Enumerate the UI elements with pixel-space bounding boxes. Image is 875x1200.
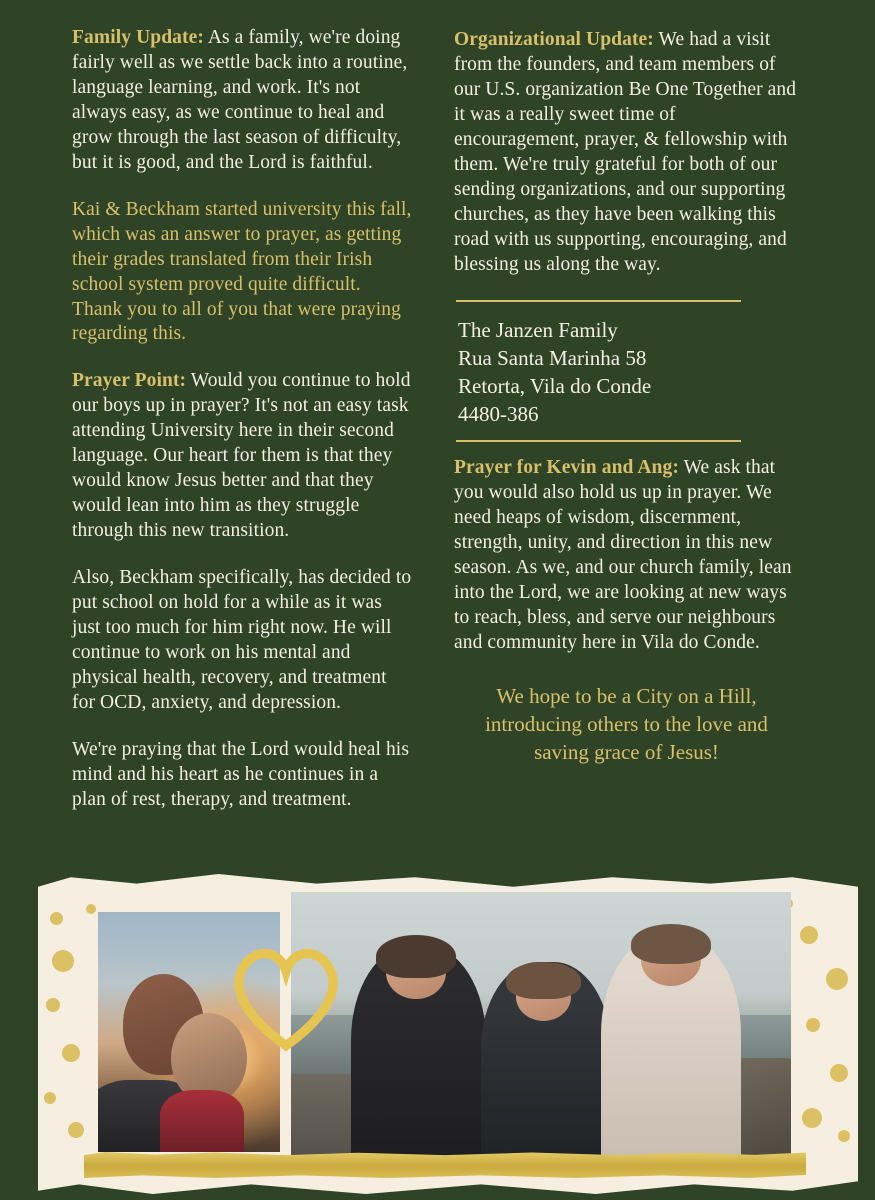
paragraph-prayer-point (72, 369, 412, 544)
closing-statement: We hope to be a City on a Hill, introducing others to the love and saving grace of Jesus! (485, 683, 768, 765)
confetti-dot (838, 1130, 850, 1142)
confetti-dot (802, 1108, 822, 1128)
confetti-dot (46, 998, 60, 1012)
address-line-name: The Janzen Family (458, 317, 618, 342)
paragraph-organizational-update (454, 28, 799, 278)
prayer-point-lead: Prayer Point: (72, 370, 187, 392)
photo-shape (376, 935, 456, 978)
photo-shape (631, 924, 711, 964)
paragraph-beckham (72, 566, 412, 716)
address-line-postal: 4480-386 (458, 401, 539, 426)
confetti-dot (830, 1064, 848, 1082)
photo-shape (160, 1090, 244, 1152)
confetti-dot (44, 1092, 56, 1104)
address-line-street: Rua Santa Marinha 58 (458, 345, 647, 370)
photo-image-right (291, 892, 791, 1160)
gold-heart-icon (224, 934, 348, 1058)
gold-accent-bar (84, 1152, 806, 1178)
confetti-dot (826, 968, 848, 990)
organizational-update-text: We had a visit from the founders, and team members of our U.S. organization Be One Together and it was a really sweet time of encouragement, prayer, & fellowship with them. We're truly grateful for both of our sending organizations, and our supporting churches, as they have been walking this road with us supporting, encouraging, and blessing us along the way. (454, 29, 797, 275)
three-people-beach-photo (291, 892, 791, 1160)
university-text: Kai & Beckham started university this fall, which was an answer to prayer, as getting their grades translated from their Irish school system proved quite difficult. Thank you to all of you that were praying regarding this. (72, 198, 412, 345)
photo-band (0, 868, 875, 1200)
right-column (454, 26, 799, 870)
beckham-text: Also, Beckham specifically, has decided to put school on hold for a while as it was just too much for him right now. He will continue to work on his mental and physical health, recovery, and treatment for OCD, anxiety, and depression. (72, 567, 412, 713)
confetti-dot (52, 950, 74, 972)
confetti-dot (62, 1044, 80, 1062)
paragraph-prayer-for-kevin-and-ang (454, 456, 799, 656)
paragraph-family-update (72, 26, 412, 176)
confetti-dot (800, 926, 818, 944)
confetti-dot (86, 904, 96, 914)
prayer-kevin-ang-lead: Prayer for Kevin and Ang: (454, 457, 679, 479)
family-update-text: As a family, we're doing fairly well as we settle back into a routine, language learning, and work. It's not always easy, as we continue to heal and grow through the last season of difficulty, but it is good, and the Lord is faithful. (72, 27, 408, 173)
photo-shape (506, 962, 581, 1000)
paragraph-praying (72, 738, 412, 813)
address-block (458, 316, 799, 429)
confetti-dot (50, 912, 63, 925)
divider-top (456, 300, 741, 302)
divider-bottom (456, 440, 741, 442)
left-column (72, 26, 412, 870)
paragraph-university (72, 198, 412, 348)
prayer-kevin-ang-text: We ask that you would also hold us up in prayer. We need heaps of wisdom, discernment, strength, unity, and direction in this new season. As we, and our church family, lean into the Lord, we are looking at new ways to reach, bless, and serve our neighbours and community here in Vila do Conde. (454, 457, 792, 653)
family-update-lead: Family Update: (72, 27, 204, 48)
organizational-update-lead: Organizational Update: (454, 29, 654, 50)
praying-text: We're praying that the Lord would heal his mind and his heart as he continues in a plan of rest, therapy, and treatment. (72, 738, 410, 810)
confetti-dot (806, 1018, 820, 1032)
prayer-point-text: Would you continue to hold our boys up in prayer? It's not an easy task attending University here in their second language. Our heart for them is that they would know Jesus better and that they would lean into him as they struggle through this new transition. (72, 370, 411, 542)
confetti-dot (68, 1122, 84, 1138)
address-line-city: Retorta, Vila do Conde (458, 373, 652, 398)
